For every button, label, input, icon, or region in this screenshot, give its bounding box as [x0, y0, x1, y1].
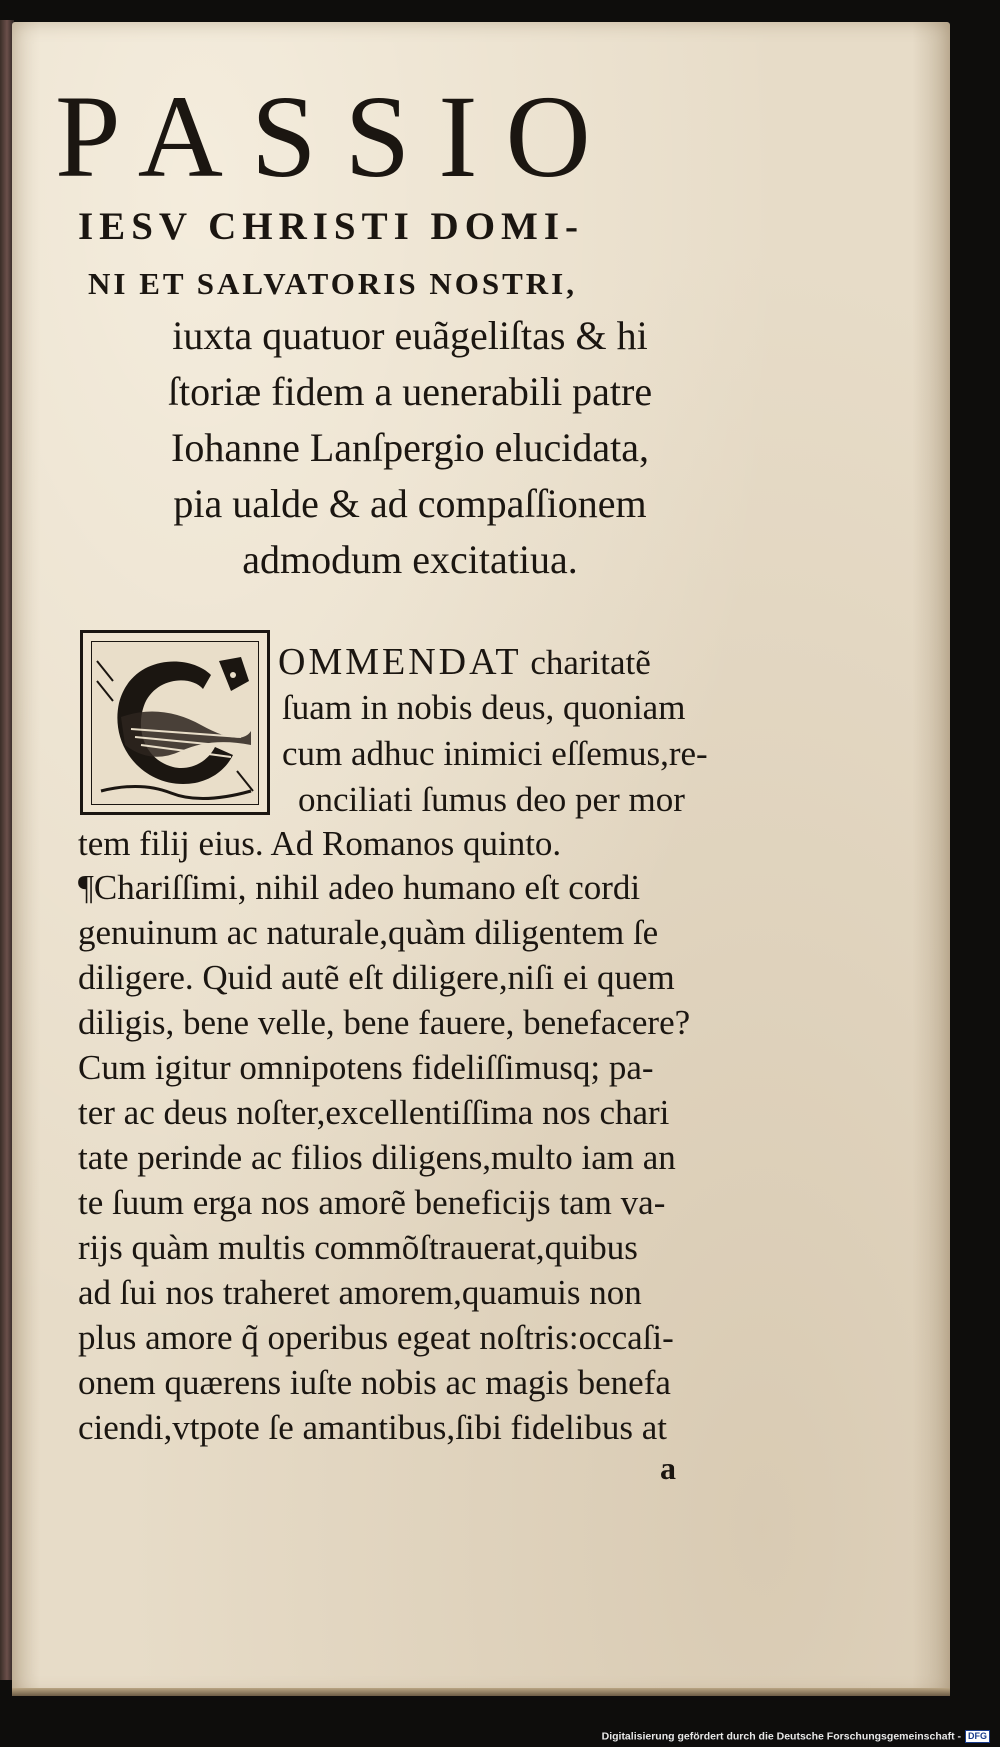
body-first-word: OMMENDAT: [278, 641, 522, 683]
body-line: ſuam in nobis deus, quoniam: [282, 688, 686, 727]
woodcut-initial-c-icon: [91, 641, 259, 805]
body-line: diligis, bene velle, bene fauere, benefacere?: [78, 1003, 691, 1042]
body-line: genuinum ac naturale,quàm diligentem ſe: [78, 913, 659, 952]
subtitle-line: pia ualde & ad compaſſionem: [173, 481, 647, 526]
body-line: tate perinde ac filios diligens,multo iam an: [78, 1138, 676, 1177]
body-line: onem quærens iuſte nobis ac magis benefa: [78, 1363, 671, 1402]
body-line: ter ac deus noſter,excellentiſſima nos chari: [78, 1093, 670, 1132]
body-line: rijs quàm multis commõſtrauerat,quibus: [78, 1228, 638, 1267]
body-line: te ſuum erga nos amorẽ beneficijs tam va-: [78, 1183, 666, 1222]
body-line: Cum igitur omnipotens fideliſſimusq; pa-: [78, 1048, 654, 1087]
subtitle-line: iuxta quatuor euãgeliſtas & hi: [172, 313, 648, 358]
subtitle-line: admodum excitatiua.: [242, 537, 578, 582]
body-line-text: Chariſſimi, nihil adeo humano eſt cordi: [93, 868, 641, 907]
page-title: PASSIO: [55, 71, 619, 202]
pilcrow-icon: ¶: [78, 868, 94, 907]
body-line: tem filij eius. Ad Romanos quinto.: [78, 824, 562, 863]
subtitle-line: ſtoriæ fidem a uenerabili patre: [167, 369, 653, 414]
body-line: onciliati ſumus deo per mor: [298, 780, 685, 819]
body-line: ad ſui nos traheret amorem,quamuis non: [78, 1273, 642, 1312]
title-line-3: NI ET SALVATORIS NOSTRI,: [88, 266, 577, 301]
digitization-footer: [602, 1730, 990, 1743]
footer-text: Digitalisierung gefördert durch die Deutsche Forschungsgemeinschaft -: [601, 1730, 961, 1743]
body-line: diligere. Quid autẽ eſt diligere,niſi ei quem: [78, 958, 675, 997]
signature-mark: a: [660, 1450, 676, 1486]
body-line: cum adhuc inimici eſſemus,re-: [282, 734, 708, 773]
body-line-text: charitatẽ: [521, 643, 651, 682]
page-bottom-edge: [12, 1688, 950, 1696]
subtitle-line: Iohanne Lanſpergio elucidata,: [171, 425, 649, 470]
dfg-logo-icon: DFG: [965, 1730, 990, 1743]
decorated-initial: [80, 630, 270, 815]
body-line: plus amore q̃ operibus egeat noſtris:occaſi-: [78, 1318, 674, 1357]
title-line-2: IESV CHRISTI DOMI-: [78, 205, 585, 248]
body-line: ciendi,vtpote ſe amantibus,ſibi fidelibus at: [78, 1408, 668, 1447]
